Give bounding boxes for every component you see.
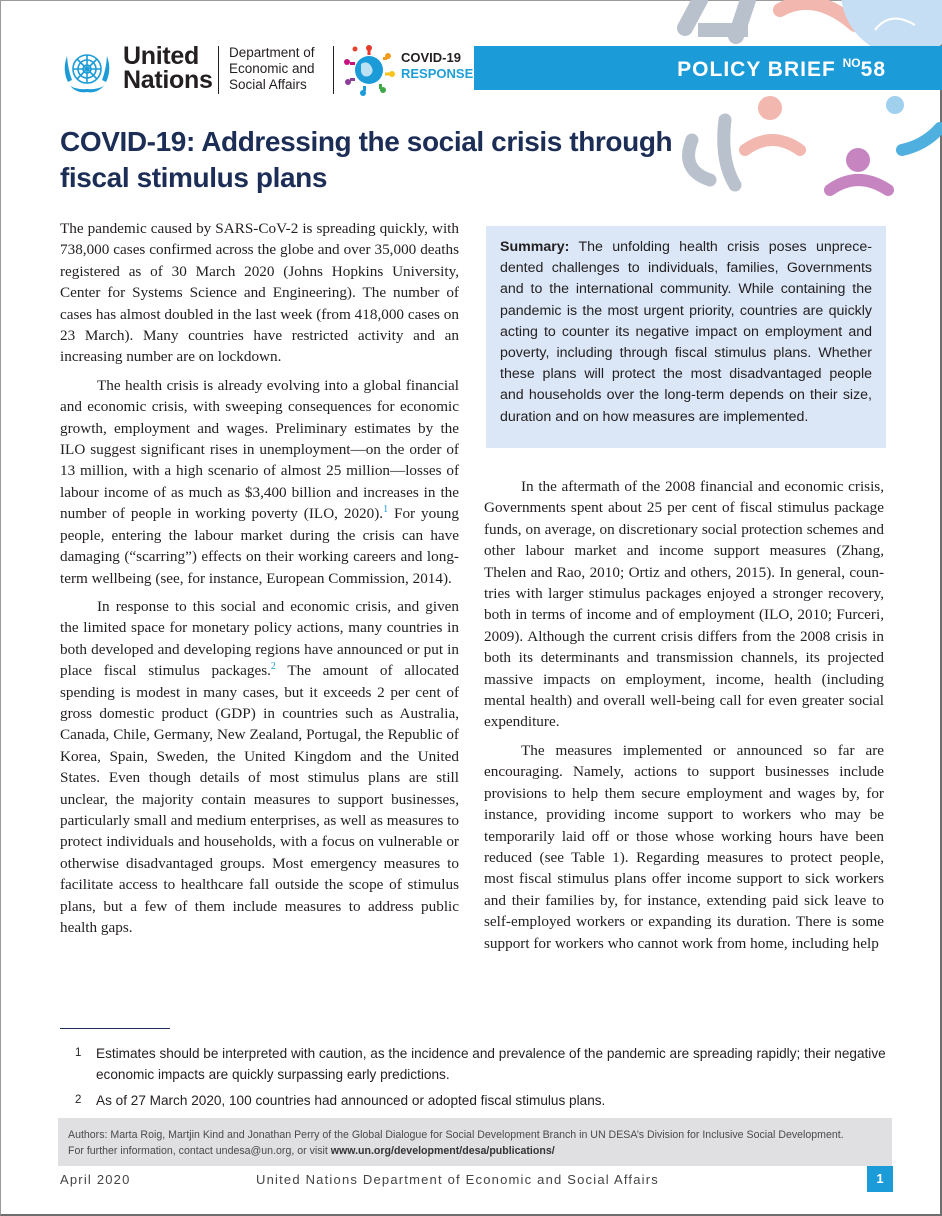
- footnote-item: [60, 1090, 890, 1111]
- header-divider: [333, 46, 334, 94]
- footnotes: [60, 1043, 890, 1116]
- footnote-item: [60, 1043, 890, 1085]
- un-wordmark: United Nations: [123, 42, 213, 94]
- un-emblem-icon: [60, 44, 114, 98]
- covid-response-wordmark: COVID-19 RESPONSE: [401, 50, 474, 81]
- desa-wordmark: Department of Economic and Social Affairs: [229, 45, 315, 92]
- body-column-left: [60, 218, 459, 938]
- body-paragraph: In response to this social and economic crisis, and given the limited space for monetary policy actions, many countries in both developed and developing regions have announced or put in place fiscal stimulus packages.$^2$ The amount of allocated spending is modest in many cases, but it exceeds 2 per cent of gross domestic product (GDP) in countries such as Australia, Canada, Chile, Germany, New Zealand, Portugal, the Republic of Korea, Spain, Sweden, the United Kingdom and the United States. Even though details of most stimulus plans are still unclear, the majority contain measures to support businesses, particularly small and medium enterprises, as well as measures to protect individuals and households, with a focus on vulnerable or otherwise disadvantaged groups. Most emergency measures to facilitate access to healthcare fall outside the scope of stimulus plans, but a few of them include measures to address public health gaps.: [60, 597, 460, 936]
- footer-organization: United Nations Department of Economic and Social Affairs: [256, 1172, 659, 1187]
- footnote-number: 2: [75, 1094, 82, 1106]
- body-paragraph: The pandemic caused by SARS-CoV-2 is spreading quickly, with 738,000 cases confirmed across the globe and over 35,000 deaths registered as of 30 March 2020 (Johns Hopkins University, Center for Systems Science and Engineering). The number of cases has almost doubled in the last week (from 418,000 cases on 23 March). Many countries have restricted activity and an increasing number are on lockdown.: [60, 220, 459, 366]
- body-paragraph: In the aftermath of the 2008 financial and economic crisis, Governments spent about 25 per cent of fiscal stimulus package funds, on average, on discretionary social protection schemes and other labour market and income support measures (Zhang, Thelen and Rao, 2010; Ortiz and others, 2015). In general, countries with larger stimulus packages enjoyed a stronger recovery, both in terms of income and of employment (ILO, 2010; Furceri, 2009). Although the current crisis differs from the 2008 crisis in both its determinants and transmission channels, its projected massive impacts on employment, income, health (including mental health) and overall well-being call for even greater social expenditure.: [484, 478, 884, 731]
- summary-label: Summary:: [500, 239, 570, 255]
- footnote-text: As of 27 March 2020, 100 countries had announced or adopted fiscal stimulus plans.: [96, 1093, 606, 1108]
- decorative-people-graphic: [640, 0, 942, 200]
- summary-box: [486, 226, 886, 448]
- body-paragraph: The measures implemented or announced so far are encouraging. Namely, actions to support businesses include provisions to help them secure employment and wages by, for instance, providing income support to workers who may be temporarily laid off or those whose working hours have been reduced (see Table 1). Regarding measures to protect people, most fiscal stimulus plans offer income support to sick workers and their families by, for instance, extending paid sick leave to self-employed workers or expanding its duration. There is some support for workers who cannot work from home, including help: [484, 741, 884, 952]
- footer-date: April 2020: [60, 1172, 131, 1187]
- body-paragraph: The health crisis is already evolving into a global financial and economic crisis, with sweeping consequences for economic growth, employment and wages. Preliminary estimates by the ILO suggest significant rises in unemployment—on the order of 13 million, with a high scenario of almost 25 million—losses of labour income of as much as $3,400 billion and increases in the number of people in working poverty (ILO, 2020).$^1$ For young people, entering the labour market during the crisis can have damaging (“scarring”) effects on their working careers and long-term wellbeing (see, for instance, European Commission, 2014).: [60, 376, 459, 587]
- page-number: 1: [867, 1166, 893, 1192]
- footnote-rule: [60, 1028, 170, 1029]
- summary-text: The unfolding health crisis poses unprecedented challenges to individuals, families, Governments and to the international community. While containing the pandemic is the most urgent priority, countries are quickly acting to counter its negative impact on employment and poverty, including through fiscal stimulus plans. Whether these plans will protect the most disadvantaged people and households over the long-term depends on their size, duration and on how measures are implemented.: [500, 239, 872, 425]
- publications-link[interactable]: www.un.org/development/desa/publications/: [330, 1144, 555, 1157]
- covid-response-logo-icon: [341, 42, 397, 98]
- page-title: COVID-19: Addressing the social crisis through fiscal stimulus plans: [60, 126, 673, 193]
- footnote-ref[interactable]: 2: [270, 661, 276, 673]
- policy-brief-label: POLICY BRIEF $^{NO}$58: [677, 56, 886, 81]
- footnote-text: Estimates should be interpreted with caution, as the incidence and prevalence of the pandemic are spreading rapidly; their negative economic impacts are quickly surpassing early predictions.: [96, 1046, 886, 1082]
- contact-line: For further information, contact undesa@un.org, or visit www.un.org/development/desa/publications/: [68, 1144, 555, 1157]
- header-divider: [218, 46, 219, 94]
- body-column-right: [484, 476, 884, 954]
- footnote-ref[interactable]: 1: [383, 504, 389, 516]
- authors-box: [58, 1118, 892, 1166]
- footnote-number: 1: [75, 1047, 82, 1059]
- authors-line: Authors: Marta Roig, Martjin Kind and Jonathan Perry of the Global Dialogue for Social Development Branch in UN DESA’s Division for Inclusive Social Development.: [68, 1129, 844, 1141]
